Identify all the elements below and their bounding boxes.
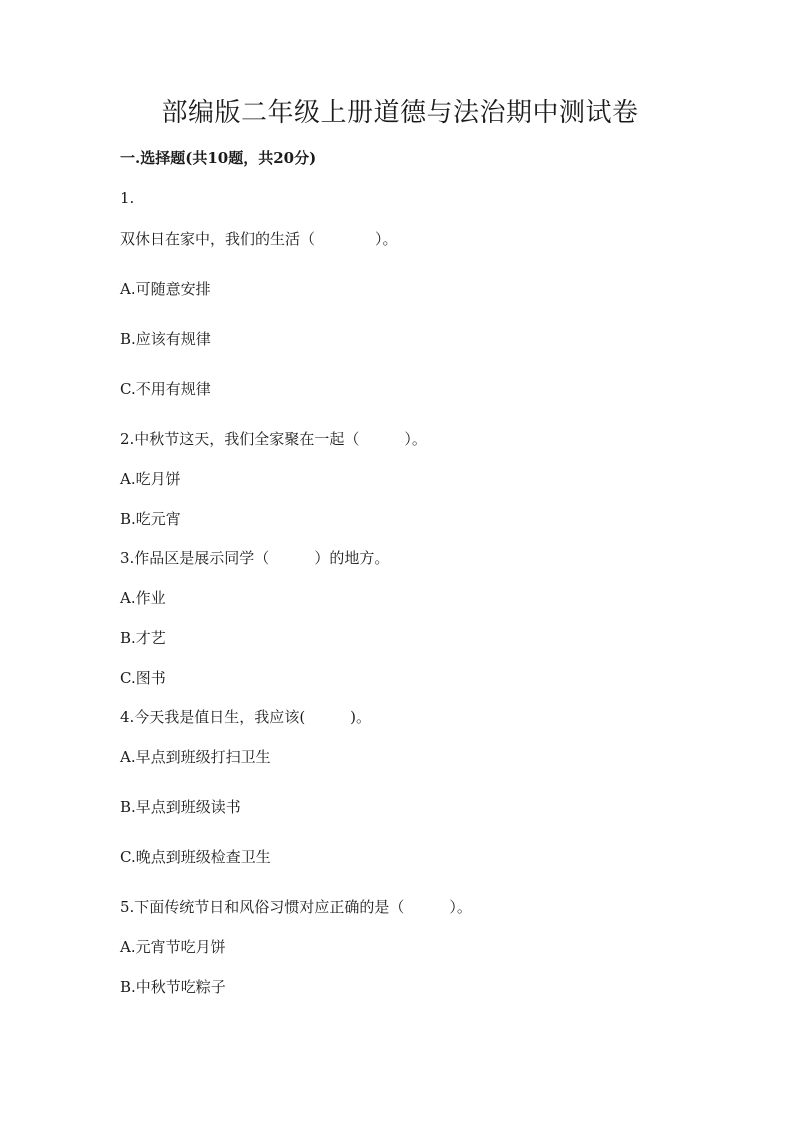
- question-3-stem: 3.作品区是展示同学（ ）的地方。: [120, 549, 390, 567]
- question-3-option-b: B.才艺: [120, 629, 166, 647]
- question-4-stem: 4.今天我是值日生，我应该( )。: [120, 708, 372, 726]
- question-1-option-a: A.可随意安排: [120, 280, 211, 298]
- question-1-option-b: B.应该有规律: [120, 330, 211, 348]
- question-5-stem: 5.下面传统节日和风俗习惯对应正确的是（ ）。: [120, 898, 472, 916]
- question-2-option-a: A.吃月饼: [120, 470, 181, 488]
- page-title: 部编版二年级上册道德与法治期中测试卷: [161, 98, 639, 128]
- question-3-option-a: A.作业: [120, 589, 166, 607]
- question-4-option-c: C.晚点到班级检查卫生: [120, 848, 271, 866]
- question-2-option-b: B.吃元宵: [120, 510, 181, 528]
- question-4-option-a: A.早点到班级打扫卫生: [120, 748, 271, 766]
- question-3-option-c: C.图书: [120, 669, 166, 687]
- question-5-option-b: B.中秋节吃粽子: [120, 978, 226, 996]
- question-2-stem: 2.中秋节这天，我们全家聚在一起（ ）。: [120, 430, 427, 448]
- question-1-stem: 双休日在家中，我们的生活（ ）。: [120, 230, 398, 248]
- question-4-option-b: B.早点到班级读书: [120, 798, 241, 816]
- section-heading: 一.选择题(共10题，共20分): [120, 149, 317, 167]
- question-5-option-a: A.元宵节吃月饼: [120, 938, 226, 956]
- question-1-number: 1.: [120, 189, 135, 207]
- question-1-option-c: C.不用有规律: [120, 380, 211, 398]
